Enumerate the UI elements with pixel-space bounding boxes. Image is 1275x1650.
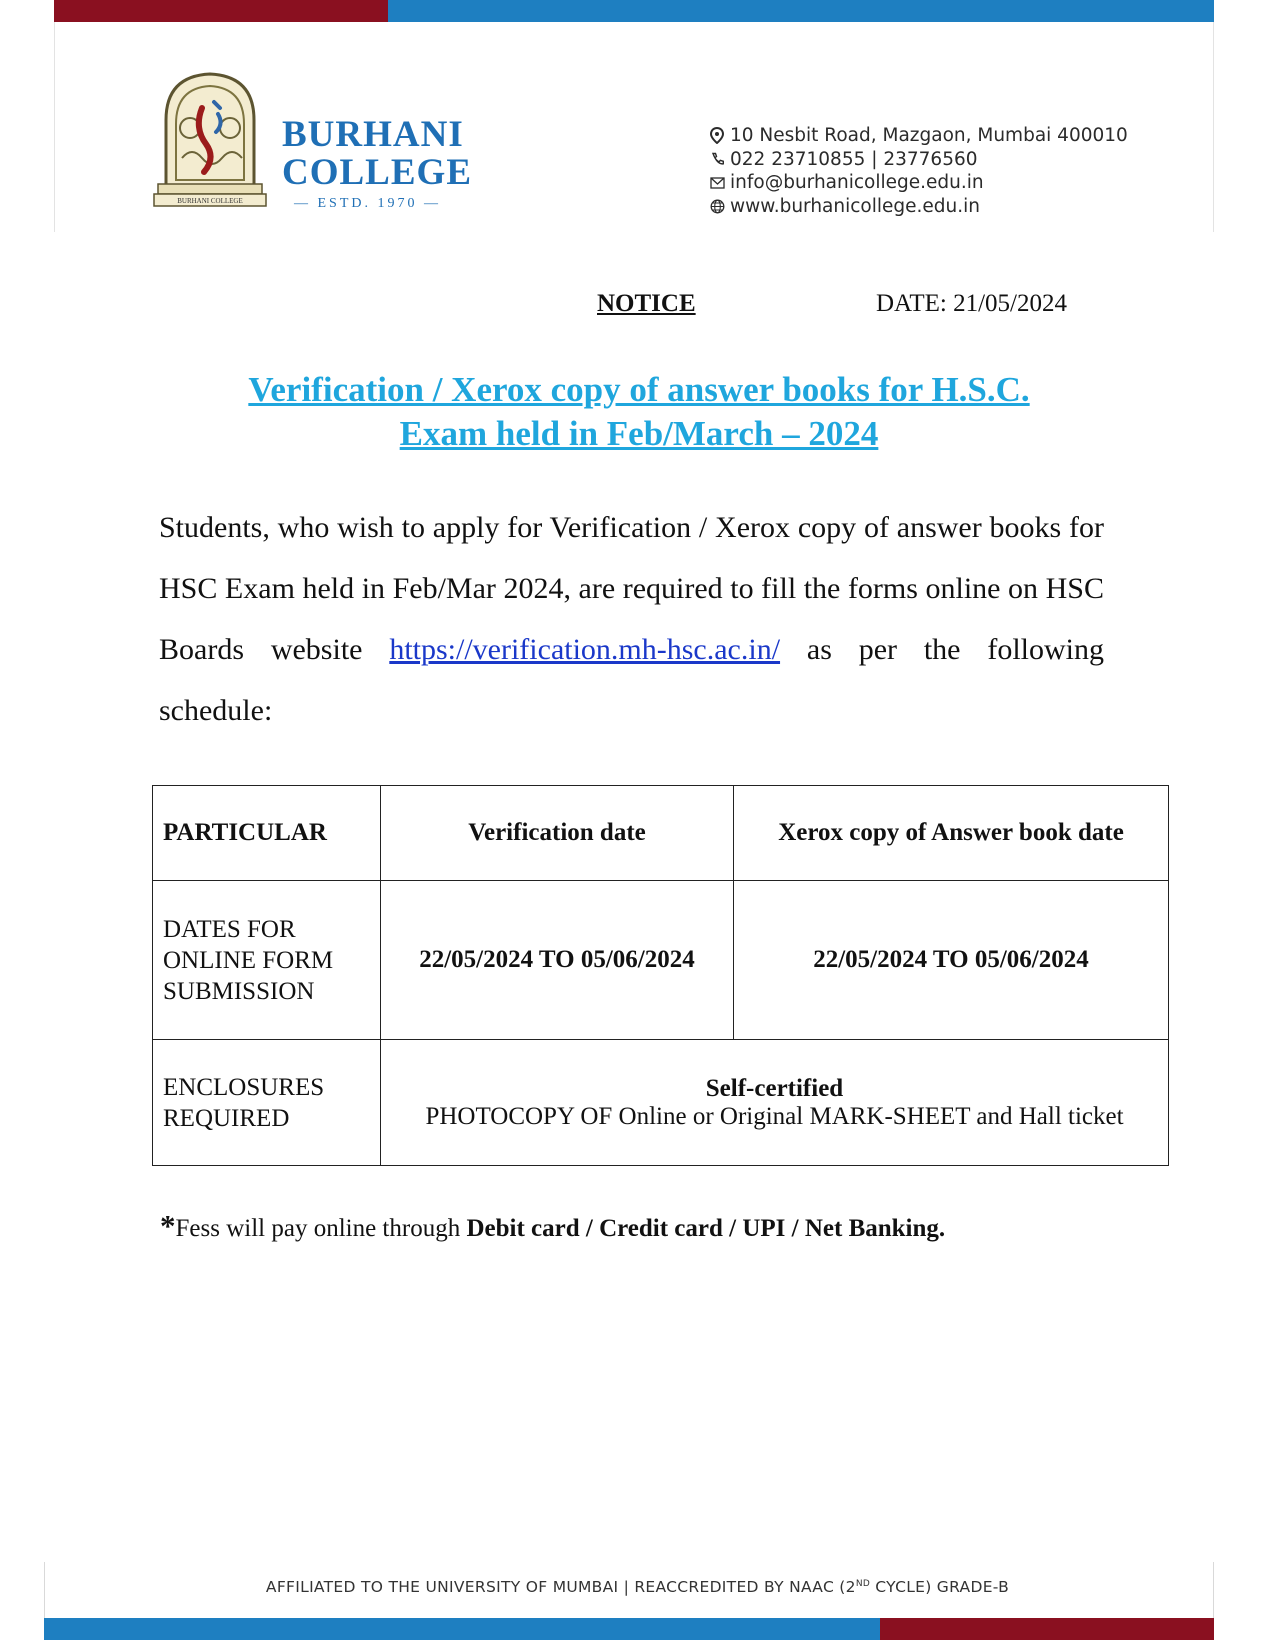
title-line1: Verification / Xerox copy of answer books for H.S.C. xyxy=(248,370,1030,409)
enclosures-text: PHOTOCOPY OF Online or Original MARK-SHEET and Hall ticket xyxy=(425,1102,1124,1130)
row-label-enclosures: ENCLOSURES REQUIRED xyxy=(153,1040,381,1166)
fees-text: Fess will pay online through xyxy=(175,1215,467,1242)
address-text: 10 Nesbit Road, Mazgaon, Mumbai 400010 xyxy=(730,125,1128,146)
top-bar-blue xyxy=(388,0,1214,22)
notice-date: DATE: 21/05/2024 xyxy=(876,290,1067,317)
footer-text-after: CYCLE) GRADE-B xyxy=(870,1578,1010,1596)
xerox-dates: 22/05/2024 TO 05/06/2024 xyxy=(734,881,1169,1040)
header-xerox-date: Xerox copy of Answer book date xyxy=(734,786,1169,881)
logo-caption: BURHANI COLLEGE xyxy=(177,197,243,205)
body-text-after: as per the following schedule: xyxy=(159,633,1104,727)
email-text[interactable]: info@burhanicollege.edu.in xyxy=(730,172,984,193)
body-text-before: Students, who wish to apply for Verification / Xerox copy of answer books for HSC Exam held in Feb/Mar 2024, are required to fill the forms online on HSC Boards website xyxy=(159,511,1104,666)
schedule-table xyxy=(152,785,1169,1166)
footer-affiliation xyxy=(0,1578,1275,1596)
location-pin-icon xyxy=(708,127,726,145)
bottom-bar-maroon xyxy=(880,1618,1214,1640)
footer-text-before: AFFILIATED TO THE UNIVERSITY OF MUMBAI | REACCREDITED BY NAAC (2 xyxy=(265,1578,856,1596)
table-row xyxy=(153,1040,1169,1166)
table-header-row xyxy=(153,786,1169,881)
college-name xyxy=(282,116,472,212)
college-name-line1: BURHANI xyxy=(282,114,464,155)
verification-dates: 22/05/2024 TO 05/06/2024 xyxy=(381,881,734,1040)
bottom-color-bar xyxy=(44,1618,1214,1640)
website-row xyxy=(708,195,1128,219)
notice-title xyxy=(150,368,1128,456)
verification-link[interactable]: https://verification.mh-hsc.ac.in/ xyxy=(389,633,781,666)
website-text[interactable]: www.burhanicollege.edu.in xyxy=(730,195,981,217)
footer-sup: ND xyxy=(855,1578,871,1589)
mail-icon xyxy=(708,174,726,192)
bottom-bar-blue xyxy=(44,1618,880,1640)
top-bar-maroon xyxy=(54,0,388,22)
header-border-left xyxy=(54,22,55,232)
header-verification-date: Verification date xyxy=(381,786,734,881)
row-label-dates: DATES FOR ONLINE FORM SUBMISSION xyxy=(153,881,381,1040)
college-logo-icon xyxy=(152,68,268,208)
established-year: — ESTD. 1970 — xyxy=(294,196,441,211)
address-row xyxy=(708,124,1128,148)
enclosures-cell xyxy=(381,1040,1169,1166)
globe-icon xyxy=(708,197,726,215)
notice-label: NOTICE xyxy=(597,290,696,317)
payment-methods: Debit card / Credit card / UPI / Net Banking. xyxy=(466,1215,946,1242)
enclosures-strong: Self-certified xyxy=(705,1074,844,1102)
phone-row xyxy=(708,148,1128,172)
header-border-right xyxy=(1213,22,1214,232)
email-row xyxy=(708,171,1128,195)
header-particular: PARTICULAR xyxy=(153,786,381,881)
phone-text: 022 23710855 | 23776560 xyxy=(730,148,978,170)
phone-icon xyxy=(708,150,726,168)
top-color-bar xyxy=(54,0,1214,22)
title-line2: Exam held in Feb/March – 2024 xyxy=(399,414,879,453)
table-row xyxy=(153,881,1169,1040)
fees-note xyxy=(160,1208,945,1244)
notice-body xyxy=(159,497,1104,741)
contact-block xyxy=(708,124,1128,218)
college-name-line2: COLLEGE xyxy=(282,152,472,193)
fees-asterisk: * xyxy=(160,1208,176,1243)
